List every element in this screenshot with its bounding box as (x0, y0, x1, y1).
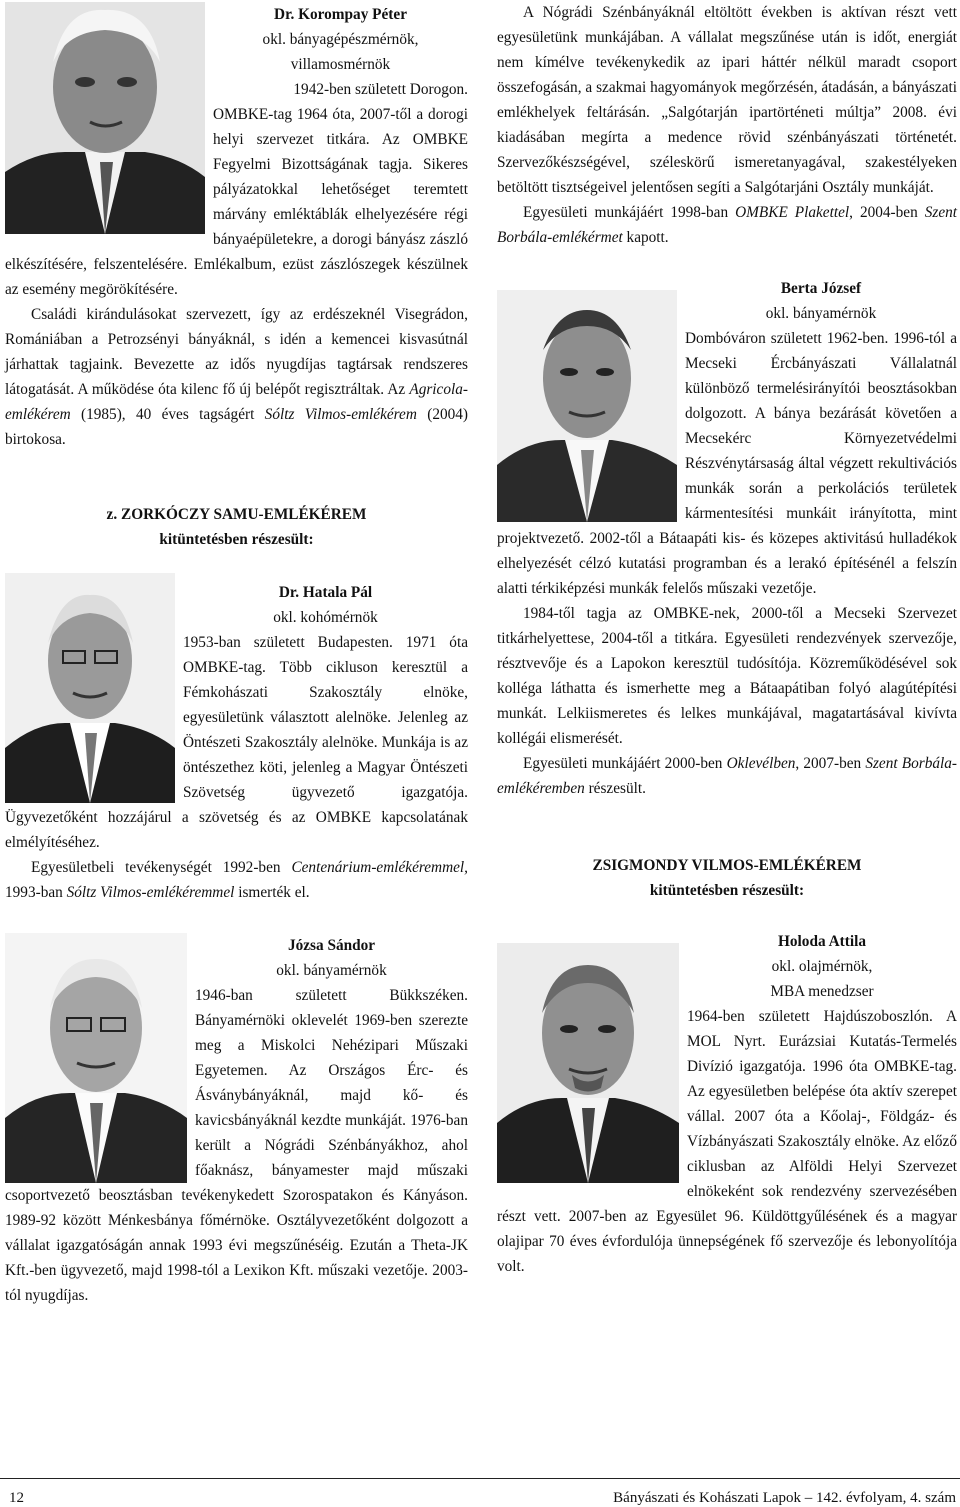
person-name-hatala: Dr. Hatala Pál (278, 584, 373, 601)
title-line-korompay-1: okl. bányagépészmérnök, (262, 31, 419, 48)
bio-berta-3-b: , 2007-ben (795, 755, 866, 772)
portrait-jozsa-image (5, 933, 187, 1183)
bio-jozsa-3-c: kapott. (622, 229, 669, 246)
page-footer (0, 1478, 960, 1507)
award-name-agricola: Agricola-emlékérem (5, 381, 468, 423)
bio-korompay-2 (5, 302, 468, 452)
title-line-holoda-1: okl. olajmérnök, (771, 958, 873, 975)
award-name-plakett: OMBKE Plakettel (735, 204, 850, 221)
article-holoda (497, 929, 957, 1279)
bio-berta-1: Dombóváron született 1962-ben. 1996-tól a Mecseki Ércbányászati Vállalatnál különböző termelésirányítói beosztásokban dolgozott. A bánya bezárását követően a Mecsekérc Környezetvédelmi Részvénytársaság által végzett rekultivációs munkák során a perkolációs területek kármentesítési munkáit irányította, mint projektvezető. 2002-től a Bátaapáti kis- és közepes aktivitású hulladékok elhelyezését célzó kutatási programban és a lerakó építésénél a felszín alatti térkiképzési munkák felelős műszaki vezetője. (497, 330, 957, 597)
right-column (497, 0, 957, 1279)
bio-hatala-2 (5, 855, 468, 905)
bio-jozsa-3 (497, 200, 957, 250)
award-name-borbala-2: Szent Borbála-emlékéremben (497, 755, 957, 797)
bio-holoda-1: 1964-ben született Hajdúszoboszlón. A MOL Nyrt. Eurázsiai Kutatás-Termelés Divízió igazgatója. 1996 óta OMBKE-tag. Az egyesületben belépése óta aktív szerepet vállal. 2007 óta a Kőolaj-, Földgáz- és Vízbányászati Szakosztály elnöke. Az előző ciklusban az Alföldi Helyi Szervezet elnökeként sok rendezvény szervezésében részt vett. 2007-ben az Egyesület 96. Küldöttgyűlésének és a magyar olajipar 70 éves évfordulója ünnepségének fő szervezője és lebonyolítója volt. (497, 1008, 957, 1275)
title-line-berta: okl. bányamérnök (765, 305, 877, 322)
article-jozsa (5, 933, 468, 1308)
footer-divider (0, 1478, 960, 1479)
article-hatala (5, 580, 468, 905)
award-name-soltz-2: Sóltz Vilmos-emlékéremmel (66, 884, 235, 901)
person-name-korompay: Dr. Korompay Péter (274, 6, 407, 23)
bio-hatala-2-c: ismerték el. (234, 884, 310, 901)
portrait-berta (497, 290, 677, 522)
bio-hatala-2-b: 1993-ban (5, 884, 67, 901)
article-jozsa-continued (497, 0, 957, 250)
bio-korompay-2-c: (2004) birtokosa. (5, 406, 469, 448)
birth-line-korompay: 1942-ben született Dorogon. (293, 81, 468, 98)
title-line-holoda-2: MBA menedzser (770, 983, 874, 1000)
journal-title: Bányászati és Kohászati Lapok – 142. évfolyam, 4. szám (613, 1490, 956, 1506)
award-title-zsigmondy: ZSIGMONDY VILMOS-EMLÉKÉREM (592, 857, 862, 874)
award-name-soltz: Sóltz Vilmos-emlékérem (264, 406, 417, 423)
portrait-korompay-image (5, 2, 205, 234)
person-name-holoda: Holoda Attila (778, 933, 866, 950)
portrait-holoda (497, 943, 679, 1183)
bio-jozsa-2: A Nógrádi Szénbányáknál eltöltött években is aktívan részt vett egyesületünk munkájában. A vállalat megszűnése után is időt, energiát nem kímélve tevékenykedik az ipari háttér nélkül maradt csoport összefogásán, a szakmai hagyományok megőrzésén, átadásán, a bányászati emlékhelyek feltárásán. „Salgótarján ipartörténeti múltja” 2008. évi kiadásában megírta a medence rövid szénbányászati történetét. Szervezőkészségével, széleskörű ismeretanyagával, szakestélyeken betöltött tisztségeivel jelentősen segíti a Salgótarjáni Osztály munkáját. (497, 4, 957, 196)
award-subtitle-zsigmondy: kitüntetésben részesült: (649, 882, 805, 899)
bio-berta-2: 1984-től tagja az OMBKE-nek, 2000-től a Mecseki Szervezet titkárhelyettese, 2004-től a titkára. Egyesületi rendezvények szervezője, résztvevője és a Lapokon keresztül tudósítója. Közreműködésével sok kollégа láthatta és ismerhette meg a Bátaapátiban folyó alagútépítési munkát. Lelkiismeretes és lelkes munkájával, magatartásával kivívta kollégái elismerését. (497, 605, 957, 747)
title-line-jozsa: okl. bányamérnök (276, 962, 387, 979)
portrait-hatala-image (5, 573, 175, 803)
bio-korompay-1: OMBKE-tag 1964 óta, 2007-től a dorogi helyi szervezet titkára. Az OMBKE Fegyelmi Bizottságának tagja. Sikeres pályázatokkal lehetőséget teremtett márvány emléktáblák elhelyezésére régi bányaépületekre, a dorogi bányász zászló elkészítésére, felszentelésére. Emlékalbum, ezüst zászlószegek készülnek az esemény megörökítésére. (5, 106, 468, 298)
portrait-hatala (5, 573, 175, 803)
bio-berta-3-a: Egyesületi munkájáért 2000-ben (523, 755, 727, 772)
left-column (5, 0, 468, 1308)
award-name-borbala: Szent Borbála-emlékérmet (497, 204, 958, 246)
award-heading-zsigmondy (497, 853, 957, 903)
award-name-oklevel: Oklevélben (726, 755, 796, 772)
article-korompay (5, 0, 468, 452)
award-name-centenarium: Centenárium-emlékéremmel, (291, 859, 468, 876)
portrait-korompay (5, 2, 205, 234)
bio-jozsa-1: 1946-ban született Bükkszéken. Bányamérnöki oklevelét 1969-ben szerezte meg a Miskolci Nehézipari Műszaki Egyetemen. Az Országos Érc- és Ásványbányáknál, majd kő- és kavicsbányáknál kezdte munkáját. 1976-ban került a Nógrádi Szénbányákhoz, ahol főaknász, bányamester majd műszaki csoportvezető beosztásban tevékenykedett Szorospatakon és Kányáson. 1989-92 között Ménkesbánya főmérnöke. Osztályvezetőként dolgozott a vállalat igazgatóságán annak 1993 évi megszűnéséig. Ezután a Theta-JK Kft.-ben ügyvezető, majd 1998-tól a Lexikon Kft. műszaki vezetője. 2003-tól nyugdíjas. (5, 987, 468, 1304)
title-line-hatala: okl. kohómérnök (273, 609, 378, 626)
page-number: 12 (9, 1490, 24, 1506)
portrait-berta-image (497, 290, 677, 522)
award-subtitle-zorkoczy: kitüntetésben részesült: (159, 531, 314, 548)
bio-hatala-2-a: Egyesületbeli tevékenységét 1992-ben (31, 859, 292, 876)
bio-berta-3-c: részesült. (584, 780, 646, 797)
portrait-holoda-image (497, 943, 679, 1183)
person-name-berta: Berta József (780, 280, 862, 297)
bio-jozsa-3-b: , 2004-ben (849, 204, 925, 221)
bio-berta-3 (497, 751, 957, 801)
bio-jozsa-3-a: Egyesületi munkájáért 1998-ban (523, 204, 736, 221)
person-name-jozsa: Józsa Sándor (287, 937, 376, 954)
bio-korompay-2-b: (1985), 40 éves tagságért (70, 406, 265, 423)
award-heading-zorkoczy (5, 502, 468, 552)
title-line-korompay-2: villamosmérnök (290, 56, 391, 73)
bio-hatala-1: 1953-ban született Budapesten. 1971 óta OMBKE-tag. Több cikluson keresztül a Fémkohászati Szakosztály elnöke, egyesületünk választott alelnöke. Jelenleg az Öntészeti Szakosztály alelnöke. Munkája is az öntészethez köti, jelenleg a Magyar Öntészeti Szövetség ügyvezető igazgatója. Ügyvezetőként hozzájárul a szövetség és az OMBKE kapcsolatának elmélyítéséhez. (5, 634, 468, 851)
article-berta (497, 276, 957, 801)
award-title-zorkoczy: z. ZORKÓCZY SAMU-EMLÉKÉREM (106, 506, 367, 523)
portrait-jozsa (5, 933, 187, 1183)
bio-korompay-2-a: Családi kirándulásokat szervezett, így az erdészeknél Visegrádon, Romániában a Petrozsényi bányáknál, s idén a kemencei kisvasútnál járhattak tagjaink. Bevezette az idős nyugdíjas tagtársak rendszeres látogatását. A működése óta kilenc fő új belépőt regisztráltak. Az (5, 306, 468, 398)
